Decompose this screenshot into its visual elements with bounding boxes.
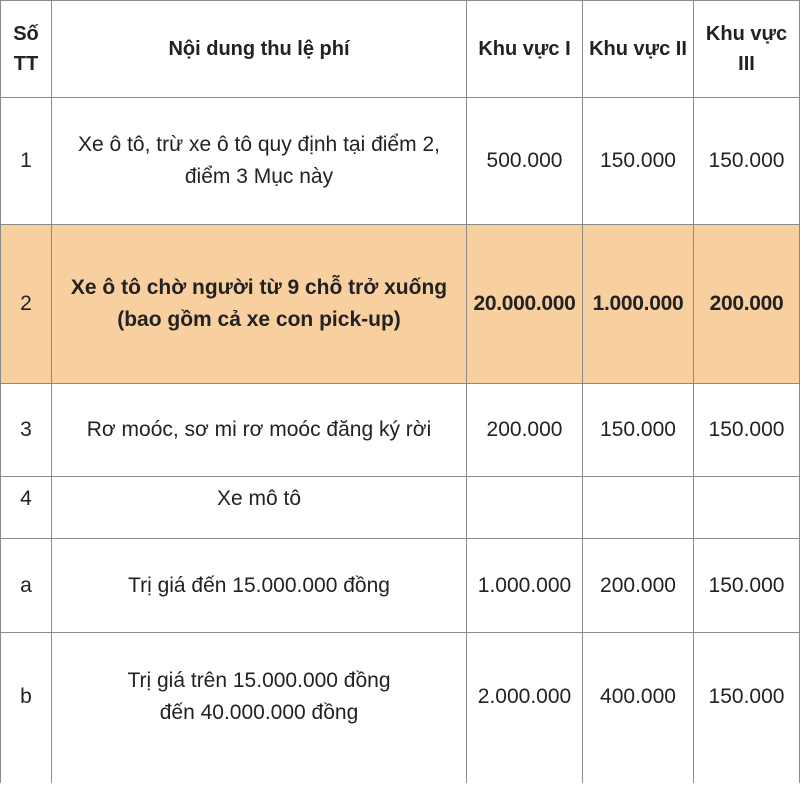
row-zone2: 150.000: [583, 384, 694, 477]
row-content: Rơ moóc, sơ mi rơ moóc đăng ký rời: [52, 384, 467, 477]
table-row: [1, 384, 800, 477]
row-stt: 2: [1, 225, 52, 384]
header-zone2: Khu vực II: [583, 1, 694, 98]
header-row: [1, 1, 800, 98]
row-zone2: 150.000: [583, 98, 694, 225]
row-content: Trị giá đến 15.000.000 đồng: [52, 539, 467, 633]
row-stt: a: [1, 539, 52, 633]
row-zone3: 150.000: [694, 384, 800, 477]
row-zone1: 2.000.000: [467, 633, 583, 783]
row-zone1: 1.000.000: [467, 539, 583, 633]
row-zone3: 150.000: [694, 98, 800, 225]
row-content: Xe ô tô chờ người từ 9 chỗ trở xuống (bao gồm cả xe con pick-up): [52, 225, 467, 384]
row-stt: 4: [1, 477, 52, 539]
row-zone1: 20.000.000: [467, 225, 583, 384]
table-row: [1, 477, 800, 539]
row-stt: b: [1, 633, 52, 783]
row-zone2: 200.000: [583, 539, 694, 633]
table-row: [1, 539, 800, 633]
table-row: [1, 98, 800, 225]
row-zone3: 150.000: [694, 539, 800, 633]
header-zone3: Khu vực III: [694, 1, 800, 98]
row-zone3: 150.000: [694, 633, 800, 783]
row-zone2: [583, 477, 694, 539]
row-zone3: [694, 477, 800, 539]
table-row-highlighted: [1, 225, 800, 384]
row-zone1: [467, 477, 583, 539]
table-row: [1, 633, 800, 783]
row-stt: 3: [1, 384, 52, 477]
row-content: Trị giá trên 15.000.000 đồng đến 40.000.000 đồng: [52, 633, 467, 783]
header-content: Nội dung thu lệ phí: [52, 1, 467, 98]
row-zone2: 1.000.000: [583, 225, 694, 384]
row-content: Xe mô tô: [52, 477, 467, 539]
row-zone1: 500.000: [467, 98, 583, 225]
row-content: Xe ô tô, trừ xe ô tô quy định tại điểm 2, điểm 3 Mục này: [52, 98, 467, 225]
row-stt: 1: [1, 98, 52, 225]
header-zone1: Khu vực I: [467, 1, 583, 98]
row-zone3: 200.000: [694, 225, 800, 384]
header-stt: Số TT: [1, 1, 52, 98]
row-zone2: 400.000: [583, 633, 694, 783]
row-zone1: 200.000: [467, 384, 583, 477]
